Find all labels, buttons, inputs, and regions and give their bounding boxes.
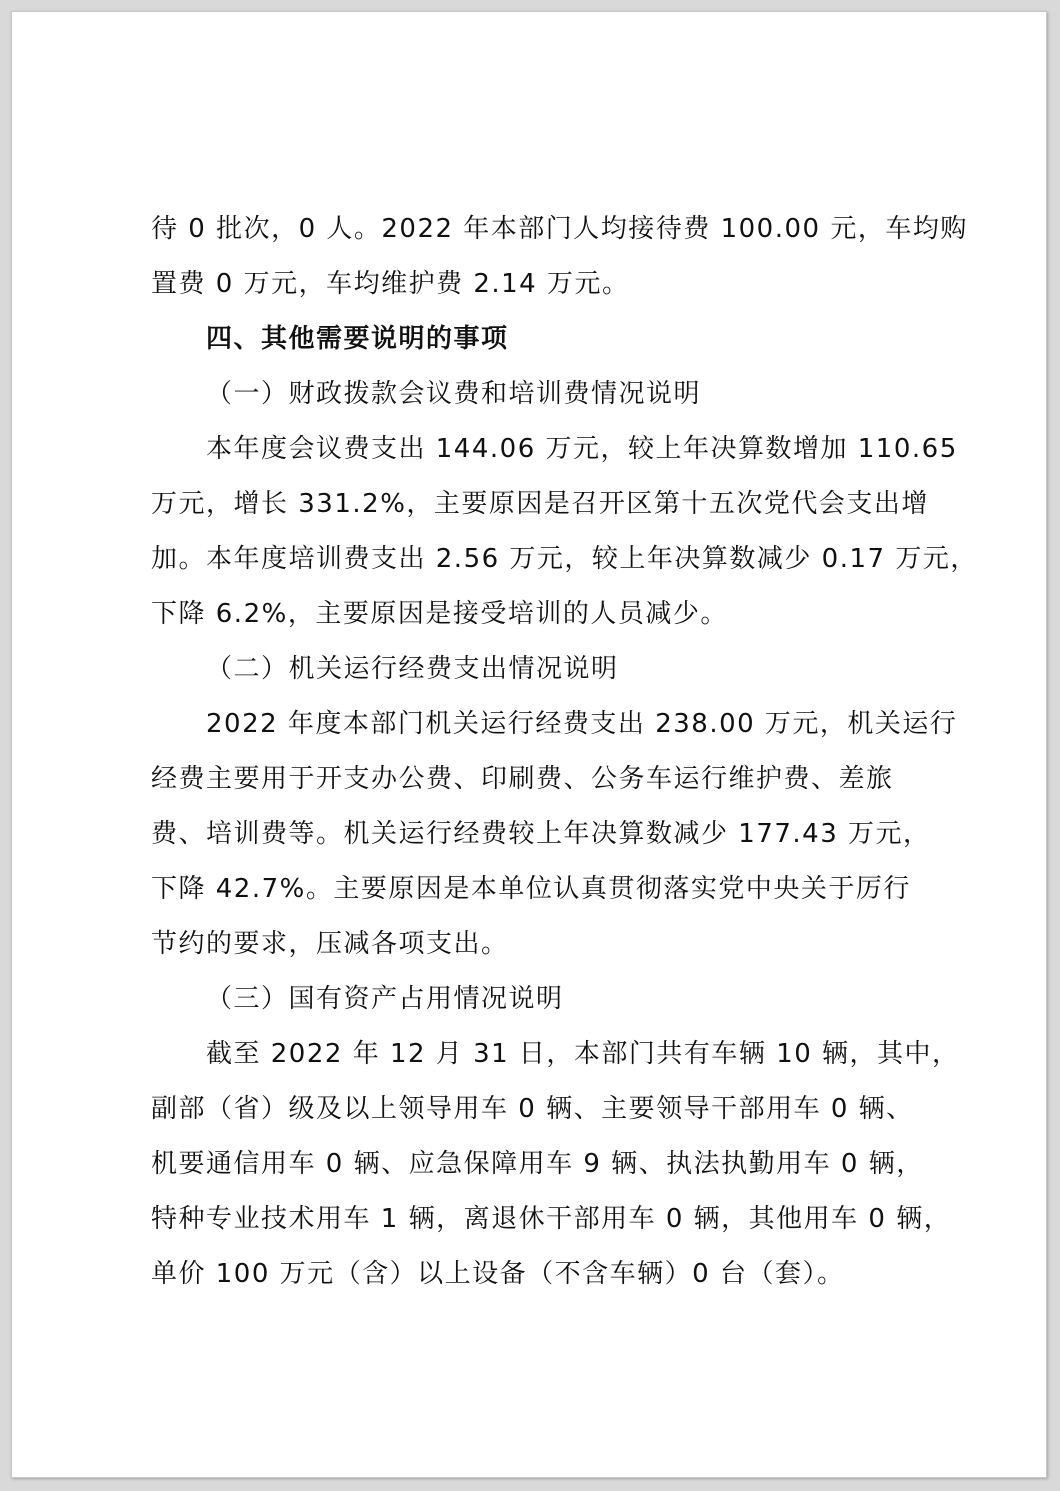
paragraph-line: 费、培训费等。机关运行经费较上年决算数减少 177.43 万元，	[151, 819, 931, 849]
paragraph-line: 下降 6.2%，主要原因是接受培训的人员减少。	[151, 599, 728, 629]
paragraph-line: 待 0 批次，0 人。2022 年本部门人均接待费 100.00 元，车均购	[151, 214, 968, 244]
paragraph-line: 经费主要用于开支办公费、印刷费、公务车运行维护费、差旅	[151, 764, 894, 794]
section-heading: 四、其他需要说明的事项	[206, 324, 509, 354]
paragraph-line: 机要通信用车 0 辆、应急保障用车 9 辆、执法执勤用车 0 辆，	[151, 1149, 924, 1179]
paragraph-line: 特种专业技术用车 1 辆，离退休干部用车 0 辆，其他用车 0 辆，	[151, 1204, 952, 1234]
paragraph-line: 加。本年度培训费支出 2.56 万元，较上年决算数减少 0.17 万元，	[151, 544, 978, 574]
subsection-heading: （二）机关运行经费支出情况说明	[206, 654, 619, 684]
paragraph-line: 节约的要求，压减各项支出。	[151, 929, 509, 959]
paragraph-line: 本年度会议费支出 144.06 万元，较上年决算数增加 110.65	[206, 434, 958, 464]
subsection-heading: （三）国有资产占用情况说明	[206, 984, 564, 1014]
paragraph-line: 单价 100 万元（含）以上设备（不含车辆）0 台（套）。	[151, 1259, 845, 1289]
paragraph-line: 2022 年度本部门机关运行经费支出 238.00 万元，机关运行	[206, 709, 958, 739]
paragraph-line: 置费 0 万元，车均维护费 2.14 万元。	[151, 269, 630, 299]
document-body	[151, 202, 978, 1302]
subsection-heading: （一）财政拨款会议费和培训费情况说明	[206, 379, 702, 409]
paragraph-line: 万元，增长 331.2%，主要原因是召开区第十五次党代会支出增	[151, 489, 929, 519]
paragraph-line: 副部（省）级及以上领导用车 0 辆、主要领导干部用车 0 辆、	[151, 1094, 914, 1124]
document-page	[11, 11, 1047, 1478]
paragraph-line: 下降 42.7%。主要原因是本单位认真贯彻落实党中央关于厉行	[151, 874, 911, 904]
paragraph-line: 截至 2022 年 12 月 31 日，本部门共有车辆 10 辆，其中，	[206, 1039, 960, 1069]
